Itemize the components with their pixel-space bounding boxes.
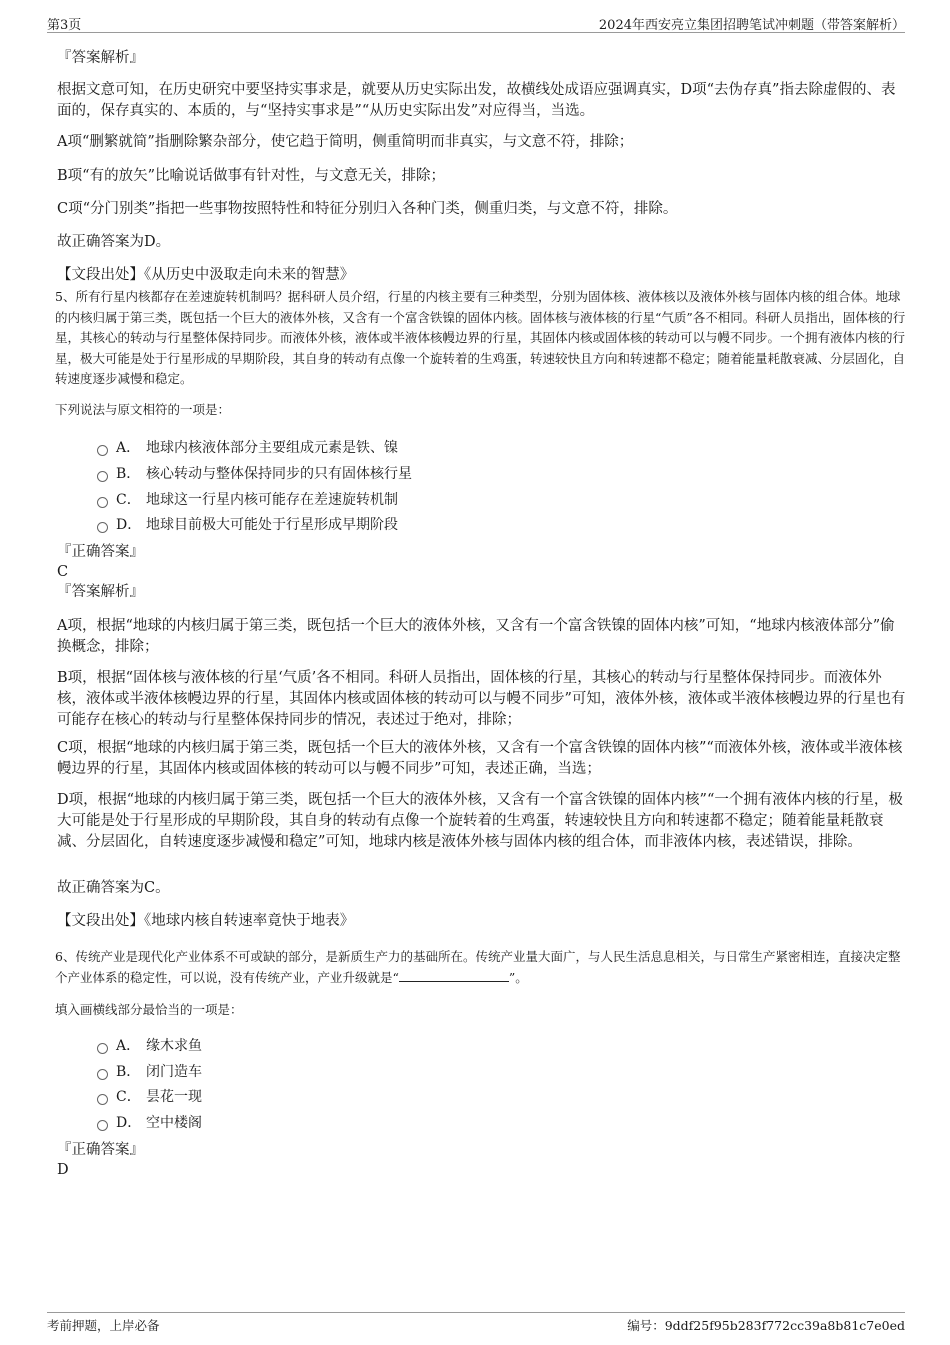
q5-stem: 5、所有行星内核都存在差速旋转机制吗？据科研人员介绍，行星的内核主要有三种类型，分别为固体核、液体核以及液体外核与固体内核的组合体。地球的内核归属于第三类，既包括一个巨大的液体外核，又含有一个富含铁镍的固体内核。固体核与液体核的行星“气质”各不相同。科研人员指出，固体核的行星，其核心的转动与行星整体保持同步。而液体外核，液体或半液体核幔边界的行星，其固体内核或固体核的转动可以与幔不同步。一个拥有液体内核的行星，极大可能是处于行星形成的早期阶段，其自身的转动有点像一个旋转着的生鸡蛋，转速较快且方向和转速都不稳定；随着能量耗散衰减、分层固化，自转速度逐步减慢和稳定。 <box>55 289 906 386</box>
q5-analysis-option-d: D项，根据“地球的内核归属于第三类，既包括一个巨大的液体外核，又含有一个富含铁镍的固体内核”“一个拥有液体内核的行星，极大可能是处于行星形成的早期阶段，其自身的转动有点像一个旋转着的生鸡蛋，转速较快且方向和转速都不稳定；随着能量耗散衰减、分层固化，自转速度逐步减慢和稳定”可知，地球内核是液体外核与固体内核的组合体，而非液体内核，表述错误，排除。 <box>57 792 903 850</box>
q4-analysis-label: 『答案解析』 <box>57 50 144 66</box>
radio-icon[interactable] <box>97 1094 108 1105</box>
page-header <box>47 14 905 33</box>
document-id: 编号：9ddf25f95b283f772cc39a8b81c7e0ed <box>627 1318 905 1333</box>
q5-analysis-option-b: B项，根据“固体核与液体核的行星‘气质’各不相同。科研人员指出，固体核的行星，其核心的转动与行星整体保持同步。而液体外核，液体或半液体核幔边界的行星，其固体内核或固体核的转动可以与幔不同步”可知，液体外核，液体或半液体核幔边界的行星也有可能存在核心的转动与行星整体保持同步的情况，表述过于绝对，排除； <box>57 670 906 728</box>
q5-answer-label: 『正确答案』 <box>57 544 144 560</box>
radio-icon[interactable] <box>97 497 108 508</box>
q4-conclusion: 故正确答案为D。 <box>57 234 171 250</box>
q6-stem: 6、传统产业是现代化产业体系不可或缺的部分，是新质生产力的基础所在。传统产业量大面广，与人民生活息息相关，与日常生产紧密相连，直接决定整个产业体系的稳定性，可以说，没有传统产业，产业升级就是“ ”。 <box>55 949 901 985</box>
q5-option-b[interactable]: B． 核心转动与整体保持同步的只有固体核行星 <box>97 464 412 484</box>
q6-option-b[interactable]: B． 闭门造车 <box>97 1062 202 1082</box>
radio-icon[interactable] <box>97 1120 108 1131</box>
page-number: 第3页 <box>47 18 82 33</box>
q6-answer-label: 『正确答案』 <box>57 1142 144 1158</box>
q5-conclusion: 故正确答案为C。 <box>57 880 170 896</box>
radio-icon[interactable] <box>97 1043 108 1054</box>
q5-analysis-option-a: A项，根据“地球的内核归属于第三类，既包括一个巨大的液体外核，又含有一个富含铁镍的固体内核”可知，“地球内核液体部分”偷换概念，排除； <box>57 618 895 655</box>
q5-source: 【文段出处】《地球内核自转速率竟快于地表》 <box>57 913 355 929</box>
q6-option-c[interactable]: C． 昙花一现 <box>97 1087 202 1107</box>
q4-analysis-paragraph: 根据文意可知，在历史研究中要坚持实事求是，就要从历史实际出发，故横线处成语应强调真实，D项“去伪存真”指去除虚假的、表面的，保存真实的、本质的，与“坚持实事求是”“从历史实际出发”对应得当，当选。 <box>57 82 896 119</box>
fill-blank <box>399 969 509 982</box>
radio-icon[interactable] <box>97 1069 108 1080</box>
q5-prompt: 下列说法与原文相符的一项是： <box>55 402 231 417</box>
q4-analysis-option-b: B项“有的放矢”比喻说话做事有针对性，与文意无关，排除； <box>57 168 445 184</box>
radio-icon[interactable] <box>97 522 108 533</box>
q6-option-a[interactable]: A． 缘木求鱼 <box>97 1036 202 1056</box>
q4-source: 【文段出处】《从历史中汲取走向未来的智慧》 <box>57 267 355 283</box>
q6-option-d[interactable]: D． 空中楼阁 <box>97 1113 202 1133</box>
q6-prompt: 填入画横线部分最恰当的一项是： <box>55 1002 243 1017</box>
q5-answer: C <box>57 564 69 580</box>
q5-option-d[interactable]: D． 地球目前极大可能处于行星形成早期阶段 <box>97 515 398 535</box>
footer-slogan: 考前押题，上岸必备 <box>47 1318 160 1333</box>
q4-analysis-option-a: A项“删繁就简”指删除繁杂部分，使它趋于简明，侧重简明而非真实，与文意不符，排除； <box>57 134 634 150</box>
page-footer <box>47 1312 905 1333</box>
q5-option-a[interactable]: A． 地球内核液体部分主要组成元素是铁、镍 <box>97 438 398 458</box>
q5-analysis-label: 『答案解析』 <box>57 584 144 600</box>
q5-analysis-option-c: C项，根据“地球的内核归属于第三类，既包括一个巨大的液体外核，又含有一个富含铁镍的固体内核”“而液体外核，液体或半液体核幔边界的行星，其固体内核或固体核的转动可以与幔不同步”可知，表述正确，当选； <box>57 740 903 777</box>
radio-icon[interactable] <box>97 471 108 482</box>
radio-icon[interactable] <box>97 445 108 456</box>
q4-analysis-option-c: C项“分门别类”指把一些事物按照特性和特征分别归入各种门类，侧重归类，与文意不符，排除。 <box>57 201 678 217</box>
q5-option-c[interactable]: C． 地球这一行星内核可能存在差速旋转机制 <box>97 490 398 510</box>
q6-answer: D <box>57 1162 69 1178</box>
document-title: 2024年西安亮立集团招聘笔试冲刺题（带答案解析） <box>598 18 905 33</box>
